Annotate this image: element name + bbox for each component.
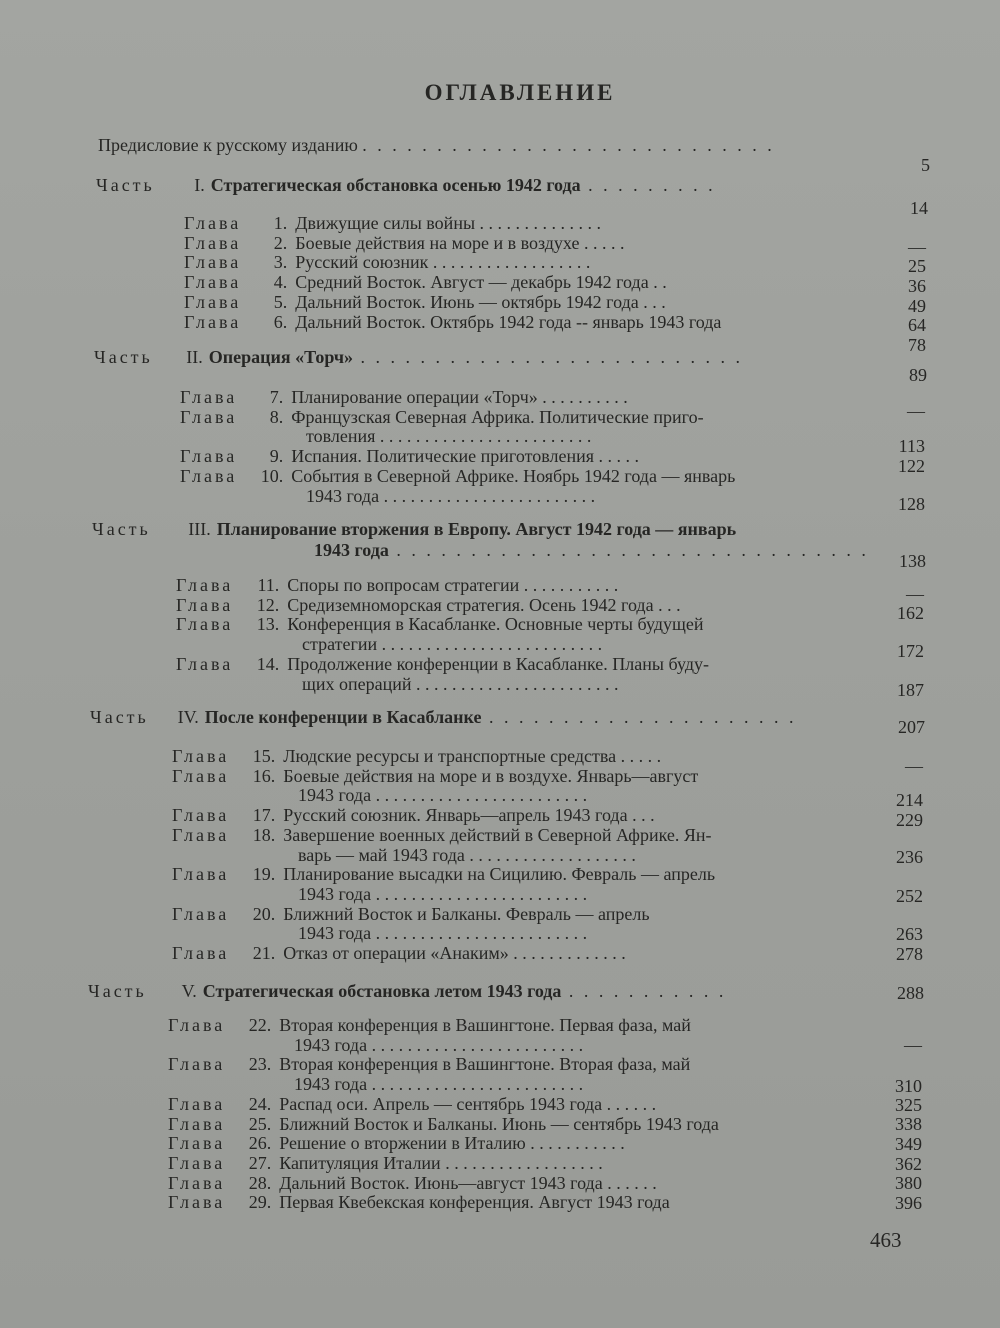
chapter-entry: [172, 903, 650, 925]
part-number: II.: [186, 347, 203, 367]
chapter-label: Глава: [180, 446, 238, 467]
chapter-number: 14.: [256, 653, 280, 674]
chapter-number: 5.: [273, 291, 288, 312]
chapter-number: 18.: [252, 824, 276, 845]
chapter-page-number: 338: [895, 1114, 922, 1134]
part-heading-cont: [314, 539, 869, 561]
leader-dots: . . . . . . . . .: [580, 175, 716, 195]
chapter-page-number: 236: [896, 847, 923, 867]
chapter-page-number: 187: [897, 680, 924, 700]
chapter-title: Испания. Политические приготовления . . . . .: [291, 446, 640, 467]
chapter-entry: [176, 613, 703, 635]
chapter-number: 15.: [252, 746, 276, 766]
part-heading: [94, 346, 743, 368]
part-heading: [96, 174, 716, 196]
chapter-page-number: 278: [896, 944, 923, 964]
chapter-entry: [172, 824, 712, 846]
chapter-number: 9.: [269, 446, 284, 467]
chapter-label: Глава: [184, 291, 242, 312]
chapter-entry: [172, 863, 715, 885]
chapter-entry: [184, 212, 601, 234]
chapter-entry: [168, 1113, 719, 1135]
chapter-title: Людские ресурсы и транспортные средства . . . . .: [283, 746, 662, 766]
chapter-title: Продолжение конференции в Касабланке. Планы буду-: [287, 653, 709, 674]
chapter-number: 2.: [273, 232, 288, 253]
chapter-entry: [168, 1014, 691, 1036]
part-label: Часть: [92, 519, 151, 539]
chapter-number: 1.: [273, 213, 288, 233]
chapter-title-cont: товления . . . . . . . . . . . . . . . . . . . . . . . .: [306, 426, 592, 447]
chapter-page-number: 362: [895, 1154, 922, 1174]
chapter-number: 27.: [248, 1152, 272, 1173]
chapter-label: Глава: [172, 824, 230, 845]
chapter-entry: [176, 594, 681, 616]
part-page-number: 288: [897, 983, 924, 1003]
chapter-label: Глава: [184, 232, 242, 253]
chapter-entry: [168, 1053, 690, 1075]
chapter-number: 3.: [273, 252, 288, 273]
chapter-entry: [180, 406, 704, 428]
chapter-label: Глава: [168, 1172, 226, 1193]
leader-dots: . . . . . . . . . . . . . . . . . . . . . . . . . . . . . . . .: [388, 540, 869, 560]
leader-dots: . . . . . . . . . . . . . . . . . . . . . . . . . . . .: [362, 135, 775, 155]
chapter-number: 10.: [260, 465, 284, 486]
chapter-number: 22.: [248, 1015, 272, 1035]
chapter-page-number: 172: [897, 641, 924, 661]
chapter-number: 19.: [252, 864, 276, 885]
part-title: Стратегическая обстановка осенью 1942 года: [210, 175, 581, 195]
chapter-number: 7.: [269, 387, 284, 407]
part-heading: [90, 706, 796, 728]
part-number: I.: [194, 175, 205, 195]
chapter-label: Глава: [168, 1054, 226, 1075]
chapter-page-number: 122: [898, 456, 925, 476]
chapter-page-number: —: [907, 401, 925, 421]
chapter-title-cont: 1943 года . . . . . . . . . . . . . . . . . . . . . . . .: [294, 1074, 584, 1095]
chapter-label: Глава: [180, 465, 238, 486]
chapter-page-number: 36: [908, 276, 926, 296]
page-title: ОГЛАВЛЕНИЕ: [424, 80, 616, 105]
chapter-page-number: 310: [895, 1076, 922, 1096]
chapter-number: 12.: [256, 594, 280, 615]
chapter-number: 13.: [256, 614, 280, 635]
chapter-page-number: 263: [896, 924, 923, 944]
chapter-page-number: 128: [898, 494, 925, 514]
chapter-title: Дальний Восток. Июнь — октябрь 1942 года . . .: [295, 291, 666, 312]
chapter-entry: [168, 1172, 657, 1194]
chapter-title: Движущие силы войны . . . . . . . . . . . . . .: [295, 213, 602, 233]
chapter-title-cont: варь — май 1943 года . . . . . . . . . . . . . . . . . . .: [298, 844, 636, 865]
preface-text: Предисловие к русскому изданию: [98, 135, 358, 155]
chapter-title: Ближний Восток и Балканы. Июнь — сентябрь 1943 года: [279, 1113, 719, 1134]
part-page-number: 138: [899, 551, 926, 571]
chapter-number: 23.: [248, 1054, 272, 1075]
chapter-label: Глава: [172, 746, 230, 766]
chapter-label: Глава: [168, 1152, 226, 1173]
chapter-page-number: 49: [908, 296, 926, 316]
chapter-label: Глава: [176, 594, 234, 615]
chapter-title: Ближний Восток и Балканы. Февраль — апрель: [283, 903, 650, 924]
chapter-number: 6.: [273, 311, 288, 332]
chapter-title: Первая Квебекская конференция. Август 1943 года: [279, 1192, 670, 1213]
chapter-entry: [172, 942, 626, 964]
chapter-label: Глава: [176, 653, 234, 674]
part-number: IV.: [177, 707, 199, 727]
part-title-cont: 1943 года: [314, 540, 389, 560]
chapter-page-number: 229: [896, 810, 923, 830]
chapter-label: Глава: [184, 311, 242, 332]
part-title: После конференции в Касабланке: [204, 707, 482, 727]
part-number: V.: [181, 981, 197, 1001]
leader-dots: . . . . . . . . . . . . . . . . . . . . . . . . . .: [353, 347, 744, 367]
page-folio: 463: [870, 1228, 902, 1252]
chapter-title: Русский союзник. Январь—апрель 1943 года . . .: [283, 805, 655, 826]
chapter-label: Глава: [172, 765, 230, 786]
chapter-number: 26.: [248, 1133, 272, 1154]
chapter-page-number: 78: [908, 335, 926, 355]
chapter-page-number: 25: [908, 256, 926, 276]
chapter-title-cont: 1943 года . . . . . . . . . . . . . . . . . . . . . . . .: [294, 1034, 584, 1055]
chapter-page-number: —: [905, 756, 923, 776]
leader-dots: . . . . . . . . . . . . . . . . . . . . .: [481, 707, 797, 727]
part-label: Часть: [88, 981, 147, 1001]
part-label: Часть: [90, 707, 149, 727]
chapter-page-number: —: [906, 584, 924, 604]
chapter-title: Средиземноморская стратегия. Осень 1942 года . . .: [287, 594, 681, 615]
chapter-entry: [180, 465, 735, 487]
part-title: Операция «Торч»: [208, 347, 354, 367]
chapter-page-number: 396: [895, 1193, 922, 1213]
chapter-title: Конференция в Касабланке. Основные черты будущей: [287, 614, 704, 635]
chapter-title-cont: 1943 года . . . . . . . . . . . . . . . . . . . . . . . .: [298, 785, 588, 806]
chapter-entry: [180, 386, 628, 408]
chapter-label: Глава: [172, 903, 230, 924]
chapter-number: 8.: [269, 406, 284, 427]
chapter-entry: [168, 1132, 625, 1154]
chapter-entry: [172, 765, 698, 787]
chapter-title: Русский союзник . . . . . . . . . . . . . . . . . .: [295, 252, 591, 273]
chapter-page-number: 64: [908, 315, 926, 335]
chapter-label: Глава: [176, 575, 234, 595]
part-number: III.: [188, 519, 211, 539]
part-label: Часть: [94, 347, 153, 367]
chapter-label: Глава: [168, 1113, 226, 1134]
chapter-page-number: 162: [897, 603, 924, 623]
chapter-title: Средний Восток. Август — декабрь 1942 года . .: [295, 272, 667, 293]
chapter-entry: [180, 445, 639, 467]
chapter-label: Глава: [172, 943, 230, 963]
chapter-label: Глава: [180, 387, 238, 407]
chapter-label: Глава: [184, 272, 242, 293]
chapter-title: Споры по вопросам стратегии . . . . . . . . . . .: [287, 575, 619, 595]
chapter-title: Вторая конференция в Вашингтоне. Первая фаза, май: [279, 1015, 691, 1035]
chapter-label: Глава: [168, 1093, 226, 1114]
chapter-entry: [168, 1093, 656, 1115]
part-heading: [88, 980, 726, 1002]
chapter-number: 25.: [248, 1113, 272, 1134]
chapter-title: Боевые действия на море и в воздухе. Январь—август: [283, 765, 699, 786]
part-page-number: 89: [909, 365, 927, 385]
chapter-title: События в Северной Африке. Ноябрь 1942 года — январь: [291, 465, 736, 486]
chapter-title: Капитуляция Италии . . . . . . . . . . . . . . . . . .: [279, 1152, 603, 1173]
chapter-page-number: 349: [895, 1134, 922, 1154]
chapter-page-number: 380: [895, 1173, 922, 1193]
chapter-title-cont: 1943 года . . . . . . . . . . . . . . . . . . . . . . . .: [298, 923, 588, 944]
chapter-label: Глава: [184, 252, 242, 273]
chapter-page-number: —: [904, 1035, 922, 1055]
chapter-entry: [184, 291, 666, 313]
chapter-number: 28.: [248, 1172, 272, 1193]
chapter-entry: [184, 271, 667, 293]
chapter-label: Глава: [176, 614, 234, 635]
chapter-title: Французская Северная Африка. Политические приго-: [291, 406, 704, 427]
part-title: Планирование вторжения в Европу. Август 1942 года — январь: [216, 519, 737, 539]
chapter-label: Глава: [172, 864, 230, 885]
chapter-entry: [172, 745, 661, 767]
part-title: Стратегическая обстановка летом 1943 года: [202, 981, 562, 1001]
chapter-title: Вторая конференция в Вашингтоне. Вторая фаза, май: [279, 1054, 691, 1075]
part-heading: [92, 518, 736, 540]
chapter-number: 11.: [257, 575, 280, 595]
chapter-page-number: 113: [898, 436, 925, 456]
chapter-page-number: —: [908, 237, 926, 257]
chapter-title-cont: щих операций . . . . . . . . . . . . . . . . . . . . . . .: [302, 673, 619, 694]
chapter-number: 29.: [248, 1192, 272, 1213]
chapter-number: 24.: [248, 1093, 272, 1114]
chapter-page-number: 214: [896, 790, 923, 810]
chapter-label: Глава: [168, 1133, 226, 1154]
chapter-entry: [168, 1191, 670, 1213]
chapter-entry: [176, 653, 709, 675]
chapter-title-cont: стратегии . . . . . . . . . . . . . . . . . . . . . . . . .: [302, 634, 603, 655]
chapter-entry: [184, 311, 721, 333]
chapter-entry: [176, 574, 618, 596]
part-page-number: 14: [910, 198, 928, 218]
chapter-number: 16.: [252, 765, 276, 786]
chapter-title-cont: 1943 года . . . . . . . . . . . . . . . . . . . . . . . .: [306, 485, 596, 506]
chapter-number: 4.: [273, 272, 288, 293]
chapter-title: Решение о вторжении в Италию . . . . . . . . . . .: [279, 1133, 625, 1154]
chapter-number: 17.: [252, 805, 276, 826]
chapter-title: Дальний Восток. Октябрь 1942 года -- январь 1943 года: [295, 311, 722, 332]
preface-page-number: 5: [921, 155, 930, 175]
chapter-title: Отказ от операции «Анаким» . . . . . . . . . . . . .: [283, 943, 626, 963]
chapter-title: Распад оси. Апрель — сентябрь 1943 года . . . . . .: [279, 1093, 657, 1114]
chapter-page-number: 252: [896, 886, 923, 906]
chapter-label: Глава: [180, 406, 238, 427]
chapter-label: Глава: [172, 805, 230, 826]
part-label: Часть: [96, 175, 155, 195]
chapter-number: 21.: [252, 943, 276, 963]
chapter-entry: [172, 804, 655, 826]
chapter-title: Планирование высадки на Сицилию. Февраль — апрель: [283, 864, 716, 885]
chapter-entry: [168, 1152, 603, 1174]
chapter-title: Дальний Восток. Июнь—август 1943 года . . . . . .: [279, 1172, 657, 1193]
chapter-label: Глава: [168, 1015, 226, 1035]
chapter-title-cont: 1943 года . . . . . . . . . . . . . . . . . . . . . . . .: [298, 883, 588, 904]
chapter-number: 20.: [252, 903, 276, 924]
preface-entry: [98, 134, 775, 156]
leader-dots: . . . . . . . . . . .: [561, 981, 727, 1001]
chapter-entry: [184, 232, 624, 254]
chapter-label: Глава: [184, 213, 242, 233]
part-page-number: 207: [898, 717, 925, 737]
chapter-entry: [184, 251, 590, 273]
chapter-title: Боевые действия на море и в воздухе . . . . .: [295, 232, 625, 253]
chapter-label: Глава: [168, 1192, 226, 1213]
chapter-title: Планирование операции «Торч» . . . . . . . . . .: [291, 387, 628, 407]
chapter-title: Завершение военных действий в Северной Африке. Ян-: [283, 824, 712, 845]
chapter-page-number: 325: [895, 1095, 922, 1115]
